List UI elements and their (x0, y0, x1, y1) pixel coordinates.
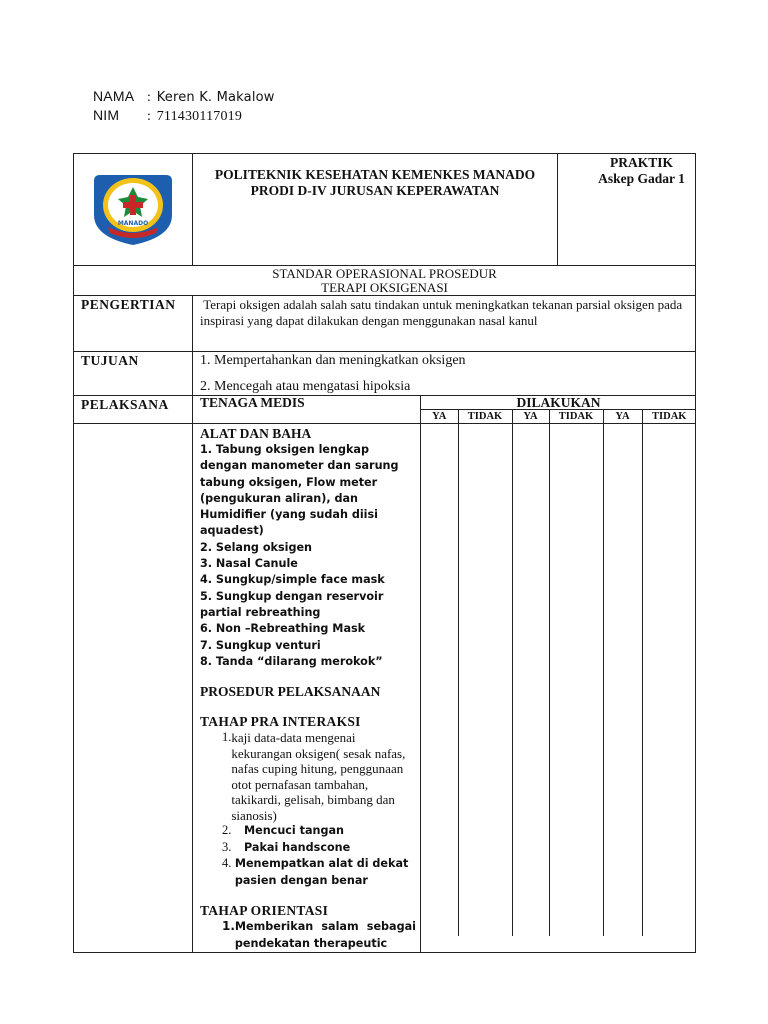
nama-value: Keren K. Makalow (156, 90, 275, 105)
tujuan-item: 2. Mencegah atau mengatasi hipoksia (200, 379, 411, 394)
list-number: 1. (222, 730, 232, 745)
alat-list (200, 442, 416, 670)
list-item (200, 919, 416, 952)
alat-item: 2. Selang oksigen (200, 540, 313, 554)
list-text: Memberikan salam sebagai pendekatan therapeutic (234, 920, 416, 950)
tujuan-list (193, 352, 696, 396)
list-item (200, 856, 416, 889)
institution-line1: POLITEKNIK KESEHATAN KEMENKES MANADO (214, 167, 536, 182)
nim-separator: : (147, 109, 152, 124)
list-text: Mencuci tangan (244, 824, 345, 838)
list-number: 1. (222, 919, 235, 934)
dilakukan-table (421, 396, 696, 423)
poltekkes-logo (90, 167, 176, 247)
check-cell-tidak[interactable] (549, 424, 603, 936)
tujuan-row (74, 352, 696, 396)
alat-item: 7. Sungkup venturi (200, 638, 321, 652)
pengertian-text (193, 296, 696, 352)
alat-heading: ALAT DAN BAHA (200, 426, 312, 441)
col-ya: YA (432, 411, 447, 422)
dilakukan-checkbox-area (421, 424, 696, 953)
list-text: Pakai handscone (244, 840, 351, 854)
logo-cell (74, 154, 193, 266)
praktik-value: Askep Gadar 1 (598, 171, 685, 186)
check-cell-ya[interactable] (421, 424, 458, 936)
pengertian-text-content: Terapi oksigen adalah salah satu tindakan untuk meningkatkan tekanan parsial oksigen pada inspirasi yang dapat dilakukan dengan menggunakan nasal kanul (200, 297, 683, 328)
sop-title-line2: TERAPI OKSIGENASI (321, 280, 448, 295)
procedure-row (74, 424, 696, 953)
alat-item: 4. Sungkup/simple face mask (200, 573, 385, 587)
institution-cell (193, 154, 558, 266)
tenaga-medis: TENAGA MEDIS (193, 396, 421, 424)
col-tidak: TIDAK (549, 410, 603, 424)
orientasi-heading: TAHAP ORIENTASI (200, 903, 329, 919)
praktik-label: PRAKTIK (610, 155, 674, 170)
orientasi-list (200, 919, 416, 952)
sop-table (73, 153, 696, 953)
prosedur-heading: PROSEDUR PELAKSANAAN (200, 684, 381, 700)
nim-label: NIM (93, 107, 120, 123)
alat-item: 1. Tabung oksigen lengkap dengan manometer dan sarung tabung oksigen, Flow meter (pengukuran aliran), dan Humidifier (yang sudah diisi aquadest) (200, 443, 399, 538)
pengertian-label: PENGERTIAN (74, 296, 193, 352)
sop-title-cell (74, 266, 696, 296)
pra-interaksi-heading: TAHAP PRA INTERAKSI (200, 714, 361, 730)
procedure-content (193, 424, 421, 953)
nama-line (93, 88, 275, 106)
header-row (74, 154, 696, 266)
alat-item: 6. Non –Rebreathing Mask (200, 622, 366, 636)
pelaksana-row (74, 396, 696, 424)
check-cell-tidak[interactable] (642, 424, 696, 936)
list-number: 2. (222, 823, 232, 838)
dilakukan-label: DILAKUKAN (421, 396, 696, 410)
pelaksana-label: PELAKSANA (74, 396, 193, 424)
list-text: kaji data-data mengenai kekurangan oksigen( sesak nafas, nafas cuping hitung, penggunaan otot pernafasan tambahan, takikardi, gelisah, bimbang dan sianosis) (231, 730, 406, 823)
nama-label: NAMA (93, 88, 135, 104)
alat-item: 8. Tanda “dilarang merokok” (200, 654, 383, 668)
alat-item: 3. Nasal Canule (200, 557, 298, 571)
list-item (200, 730, 416, 823)
pra-interaksi-list (200, 730, 416, 889)
list-text: Menempatkan alat di dekat pasien dengan benar (234, 857, 409, 887)
sop-title-row (74, 266, 696, 296)
col-tidak: TIDAK (458, 410, 512, 424)
col-tidak: TIDAK (642, 410, 696, 424)
tujuan-label: TUJUAN (74, 352, 193, 396)
dilakukan-grid (421, 424, 696, 936)
list-item (200, 823, 416, 840)
sop-title-line1: STANDAR OPERASIONAL PROSEDUR (272, 266, 497, 281)
list-item (200, 840, 416, 857)
institution-line2: PRODI D-IV JURUSAN KEPERAWATAN (250, 183, 500, 198)
list-number: 4. (222, 856, 232, 871)
dilakukan-header (421, 396, 696, 424)
check-cell-ya[interactable] (512, 424, 549, 936)
tujuan-item: 1. Mempertahankan dan meningkatkan oksigen (200, 353, 466, 368)
check-cell-ya[interactable] (603, 424, 642, 936)
nim-line (93, 107, 242, 125)
blank-left-cell (74, 424, 193, 953)
list-number: 3. (222, 839, 232, 854)
praktik-cell (558, 154, 696, 266)
logo-text: MANADO (117, 220, 149, 227)
alat-item: 5. Sungkup dengan reservoir partial rebreathing (200, 589, 384, 619)
nim-value: 711430117019 (156, 109, 243, 124)
nama-separator: : (147, 90, 152, 105)
col-ya: YA (603, 410, 642, 424)
check-cell-tidak[interactable] (458, 424, 512, 936)
pengertian-row (74, 296, 696, 352)
col-ya: YA (512, 410, 549, 424)
